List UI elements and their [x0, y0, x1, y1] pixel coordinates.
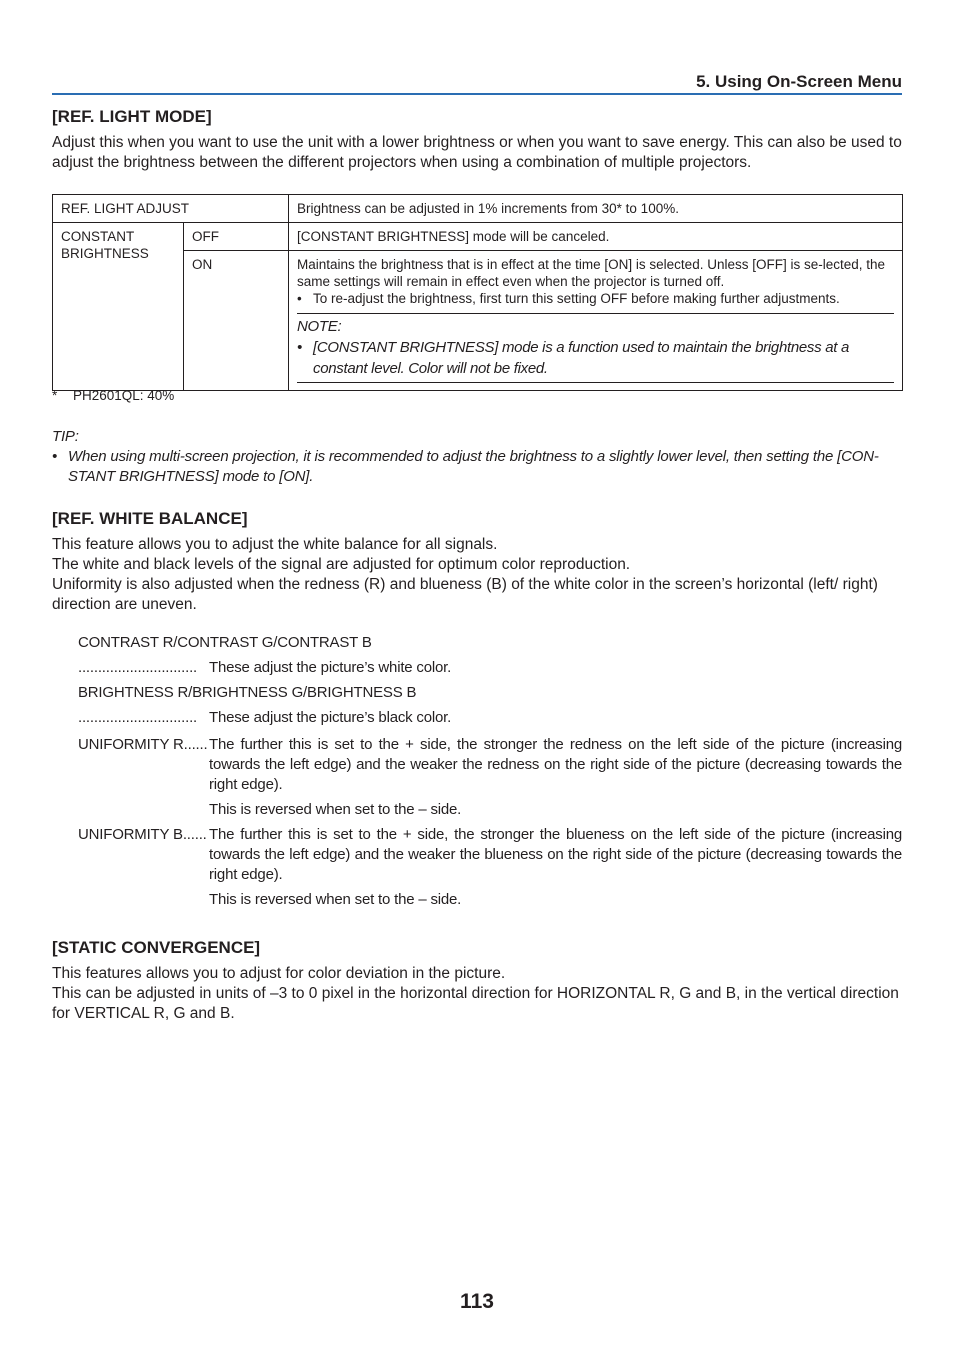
option-on-bullet-row: [297, 290, 894, 307]
section-title: 5. Using On-Screen Menu: [696, 72, 902, 91]
definition-row: [78, 658, 902, 678]
ref-white-balance-line1: This feature allows you to adjust the white balance for all signals.: [52, 536, 498, 553]
option-on-cell: [289, 251, 903, 391]
option-on-bullet: To re-adjust the brightness, first turn this setting OFF before making further adjustments.: [313, 291, 840, 306]
definition-leader: UNIFORMITY R......: [78, 736, 208, 753]
definition-leader: ..............................: [78, 659, 198, 676]
ref-light-mode-table: [52, 194, 903, 391]
definition-extra: This is reversed when set to the – side.: [209, 801, 462, 818]
table-row: [53, 195, 903, 223]
footnote: [52, 388, 174, 403]
white-balance-definitions: [78, 633, 902, 910]
definition-term: CONTRAST R/CONTRAST G/CONTRAST B: [78, 634, 372, 651]
page-number: 113: [460, 1290, 494, 1313]
tip-block: [52, 427, 904, 487]
bullet-icon: •: [297, 339, 302, 356]
note-bullet-row: [297, 337, 894, 379]
definition-row: [78, 708, 902, 728]
row-label-constant-brightness: CONSTANT BRIGHTNESS: [53, 223, 184, 391]
row-label-ref-light-adjust: REF. LIGHT ADJUST: [53, 195, 289, 223]
bullet-icon: •: [297, 291, 302, 306]
ref-light-mode-heading: [REF. LIGHT MODE]: [52, 107, 212, 126]
definition-extra: This is reversed when set to the – side.: [209, 891, 462, 908]
ref-white-balance-line2: The white and black levels of the signal are adjusted for optimum color reproduction.: [52, 556, 631, 573]
definition-desc: The further this is set to the + side, the stronger the blueness on the left side of the picture (increasing towards the left edge) and the weaker the blueness on the right side of the picture (decreasing towards the right edge).: [209, 826, 902, 883]
option-on-label: ON: [184, 251, 289, 391]
definition-leader: ..............................: [78, 709, 198, 726]
note-box: [297, 313, 894, 383]
footnote-text: PH2601QL: 40%: [73, 388, 175, 403]
definition-desc: These adjust the picture’s black color.: [209, 709, 452, 726]
ref-white-balance-heading: [REF. WHITE BALANCE]: [52, 509, 248, 528]
note-text: [CONSTANT BRIGHTNESS] mode is a function used to maintain the brightness at a constant level. Color will not be fixed.: [313, 339, 850, 377]
definition-desc-block: [209, 735, 902, 820]
ref-white-balance-line3: Uniformity is also adjusted when the redness (R) and blueness (B) of the white color in the screen’s horizontal (left/ right) direction are uneven.: [52, 576, 878, 613]
row-desc-ref-light-adjust: Brightness can be adjusted in 1% increments from 30* to 100%.: [289, 195, 903, 223]
option-on-desc: Maintains the brightness that is in effect at the time [ON] is selected. Unless [OFF] is se-lected, the same settings will remain in effect even when the projector is turned off.: [297, 257, 886, 289]
ref-light-mode-intro: Adjust this when you want to use the unit with a lower brightness or when you want to save energy. This can also be used to adjust the brightness between the different projectors when using a combination of multiple projectors.: [52, 134, 902, 171]
definition-row: [78, 735, 902, 820]
static-convergence-line1: This features allows you to adjust for color deviation in the picture.: [52, 965, 506, 982]
definition-desc: These adjust the picture’s white color.: [209, 659, 452, 676]
tip-bullet-row: [52, 447, 904, 487]
definition-term: BRIGHTNESS R/BRIGHTNESS G/BRIGHTNESS B: [78, 684, 417, 701]
footnote-mark: *: [52, 388, 58, 403]
definition-desc: The further this is set to the + side, the stronger the redness on the left side of the picture (increasing towards the left edge) and the weaker the redness on the right side of the picture (decreasing towards the right edge).: [209, 736, 902, 793]
option-off-label: OFF: [184, 223, 289, 251]
static-convergence-heading: [STATIC CONVERGENCE]: [52, 938, 261, 957]
page-header: [52, 71, 902, 95]
definition-desc-block: [209, 825, 902, 910]
bullet-icon: •: [52, 448, 58, 465]
tip-text: When using multi-screen projection, it is recommended to adjust the brightness to a slightly lower level, then setting the [CON-STANT BRIGHTNESS] mode to [ON].: [68, 448, 879, 485]
static-convergence-line2: This can be adjusted in units of –3 to 0 pixel in the horizontal direction for HORIZONTAL R, G and B, in the vertical direction for VERTICAL R, G and B.: [52, 985, 899, 1022]
table-row: [53, 223, 903, 251]
definition-leader: UNIFORMITY B......: [78, 826, 207, 843]
tip-title: TIP:: [52, 428, 79, 445]
note-title: NOTE:: [297, 318, 342, 335]
option-off-desc: [CONSTANT BRIGHTNESS] mode will be canceled.: [289, 223, 903, 251]
definition-row: [78, 825, 902, 910]
